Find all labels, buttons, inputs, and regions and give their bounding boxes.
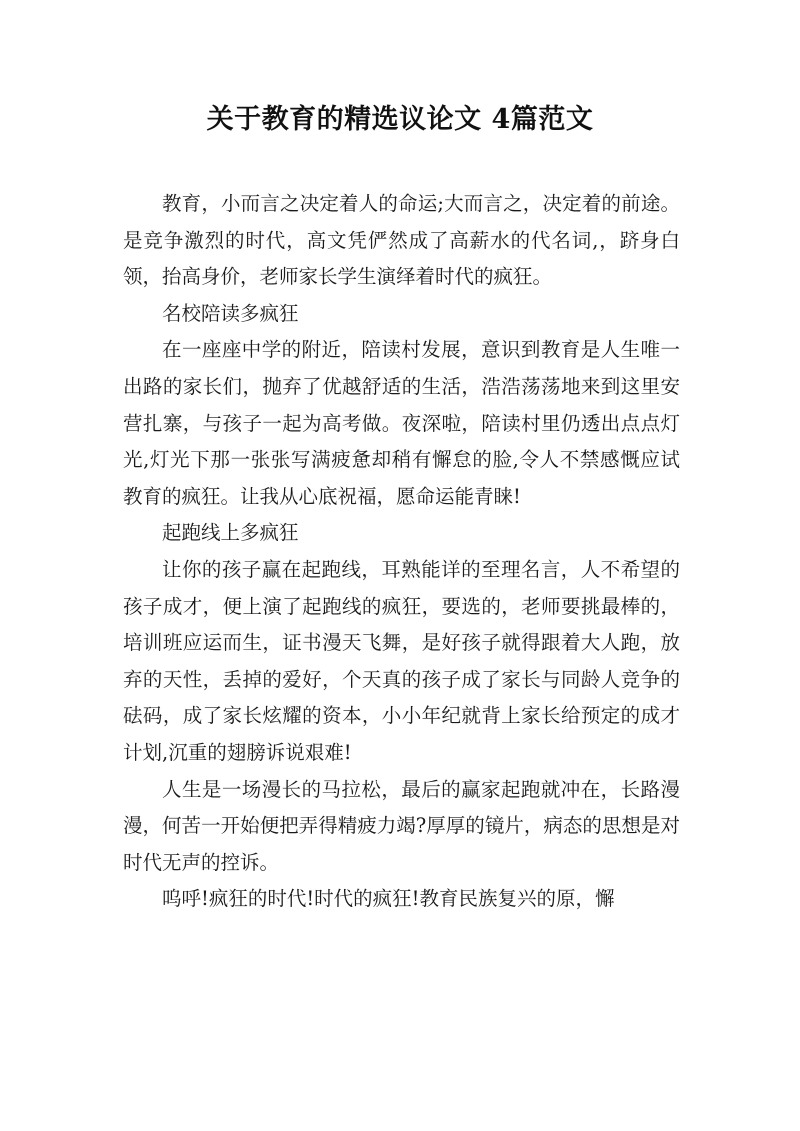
section-heading-mingxiao: 名校陪读多疯狂 (162, 301, 299, 325)
paragraph-peidu: 在一座座中学的附近，陪读村发展，意识到教育是人生唯一出路的家长们，抛弃了优越舒适的生活，浩浩荡荡地来到这里安营扎寨，与孩子一起为高考做。夜深啦，陪读村里仍透出点点灯光,灯光下那一张张写满疲惫却稍有懈怠的脸,令人不禁感慨应试教育的疯狂。让我从心底祝福，愿命运能青睐! (123, 338, 680, 508)
paragraph-qipaoxian: 让你的孩子赢在起跑线，耳熟能详的至理名言，人不希望的孩子成才，便上演了起跑线的疯狂，要选的，老师要挑最棒的，培训班应运而生，证书漫天飞舞，是好孩子就得跟着大人跑，放弃的天性，丢掉的爱好，个天真的孩子成了家长与同龄人竞争的砝码，成了家长炫耀的资本，小小年纪就背上家长给预定的成才计划,沉重的翅膀诉说艰难! (123, 557, 680, 764)
section-heading-qipaoxian: 起跑线上多疯狂 (162, 521, 299, 545)
document-title: 关于教育的精选议论文 4篇范文 (206, 104, 594, 135)
paragraph-malasong: 人生是一场漫长的马拉松，最后的赢家起跑就冲在，长路漫漫，何苦一开始便把弄得精疲力竭?厚厚的镜片，病态的思想是对时代无声的控诉。 (123, 777, 680, 874)
paragraph-intro: 教育，小而言之决定着人的命运;大而言之，决定着的前途。是竞争激烈的时代，高文凭俨然成了高薪水的代名词,，跻身白领，抬高身价，老师家长学生演绎着时代的疯狂。 (123, 192, 680, 289)
document-body (123, 186, 680, 918)
paragraph-wuhu: 呜呼!疯狂的时代!时代的疯狂!教育民族复兴的原，懈 (162, 887, 615, 911)
